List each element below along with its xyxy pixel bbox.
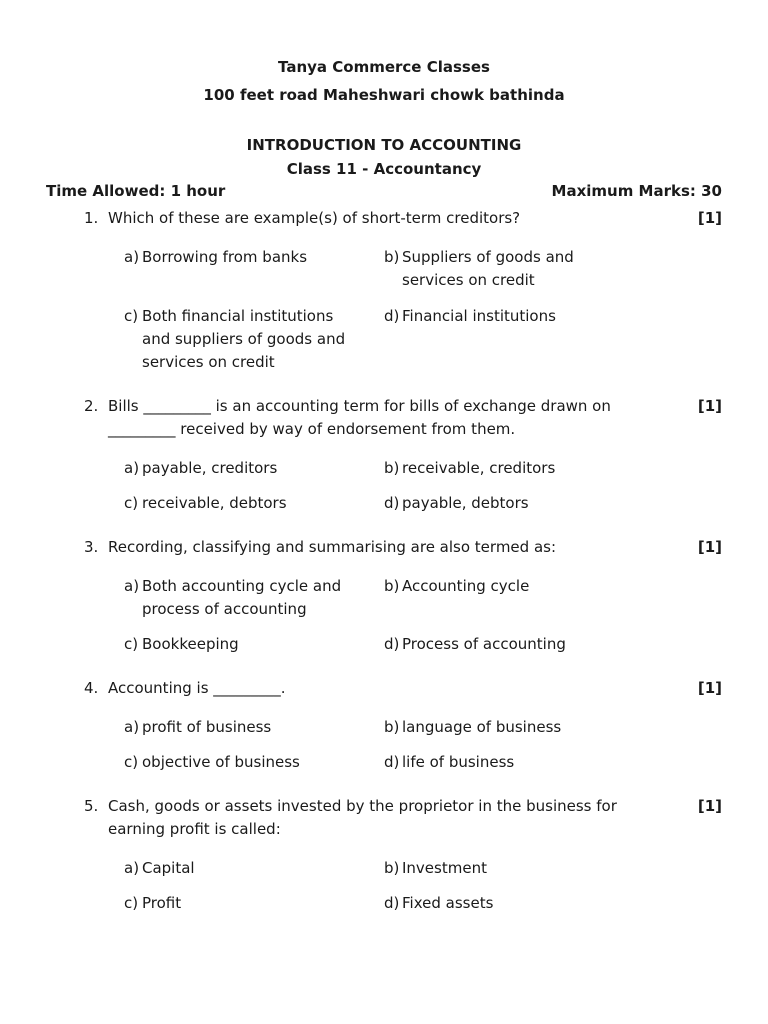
option-text: payable, debtors: [402, 494, 529, 512]
option-label: b): [384, 859, 400, 877]
option-label: c): [124, 307, 139, 325]
option-label: a): [124, 718, 140, 736]
max-marks: Maximum Marks: 30: [551, 182, 722, 200]
option-label: c): [124, 494, 139, 512]
option-label: a): [124, 577, 140, 595]
option-label: d): [384, 494, 400, 512]
option-text: Borrowing from banks: [142, 248, 308, 266]
option-text: Fixed assets: [402, 894, 494, 912]
option-label: a): [124, 859, 140, 877]
option-label: b): [384, 718, 400, 736]
option-text: Both financial institutions and suppliers of goods and services on credit: [142, 307, 346, 371]
option-text: Bookkeeping: [142, 635, 239, 653]
exam-meta: [46, 180, 722, 203]
option-text: objective of business: [142, 753, 300, 771]
option-label: d): [384, 753, 400, 771]
option-label: d): [384, 635, 400, 653]
question-text: Which of these are example(s) of short-term creditors?: [108, 209, 521, 227]
option-text: receivable, creditors: [402, 459, 556, 477]
option-text: language of business: [402, 718, 562, 736]
institute-name: Tanya Commerce Classes: [278, 58, 490, 76]
question-marks: [1]: [697, 679, 722, 697]
option-label: b): [384, 248, 400, 266]
option-text: Both accounting cycle and process of accounting: [142, 577, 342, 618]
question-text: Accounting is _________.: [108, 679, 286, 697]
option-text: Investment: [402, 859, 487, 877]
option-label: c): [124, 753, 139, 771]
question-number: 4.: [84, 679, 99, 697]
option-text: Profit: [142, 894, 182, 912]
option-text: life of business: [402, 753, 515, 771]
option-label: d): [384, 894, 400, 912]
question-text: Bills _________ is an accounting term for bills of exchange drawn on _________ received by way of endorsement from them.: [108, 397, 611, 438]
institute-address: 100 feet road Maheshwari chowk bathinda: [203, 86, 565, 104]
option-text: payable, creditors: [142, 459, 278, 477]
option-label: a): [124, 459, 140, 477]
option-text: profit of business: [142, 718, 272, 736]
option-label: a): [124, 248, 140, 266]
question-marks: [1]: [697, 797, 722, 815]
option-text: Accounting cycle: [402, 577, 530, 595]
question-number: 5.: [84, 797, 99, 815]
option-label: b): [384, 577, 400, 595]
option-label: c): [124, 635, 139, 653]
option-text: Capital: [142, 859, 195, 877]
option-label: d): [384, 307, 400, 325]
question-number: 3.: [84, 538, 99, 556]
option-text: receivable, debtors: [142, 494, 287, 512]
time-allowed: Time Allowed: 1 hour: [46, 182, 226, 200]
option-text: Financial institutions: [402, 307, 556, 325]
option-text: Suppliers of goods and services on credit: [402, 248, 574, 289]
question-number: 1.: [84, 209, 99, 227]
option-label: b): [384, 459, 400, 477]
question-marks: [1]: [697, 538, 722, 556]
paper-subtitle: Class 11 - Accountancy: [286, 160, 482, 178]
option-text: Process of accounting: [402, 635, 566, 653]
question-number: 2.: [84, 397, 99, 415]
question-text: Cash, goods or assets invested by the proprietor in the business for earning profit is called:: [108, 797, 617, 838]
question-marks: [1]: [697, 397, 722, 415]
question-text: Recording, classifying and summarising are also termed as:: [108, 538, 557, 556]
option-label: c): [124, 894, 139, 912]
question-marks: [1]: [697, 209, 722, 227]
paper-title: INTRODUCTION TO ACCOUNTING: [246, 136, 522, 154]
